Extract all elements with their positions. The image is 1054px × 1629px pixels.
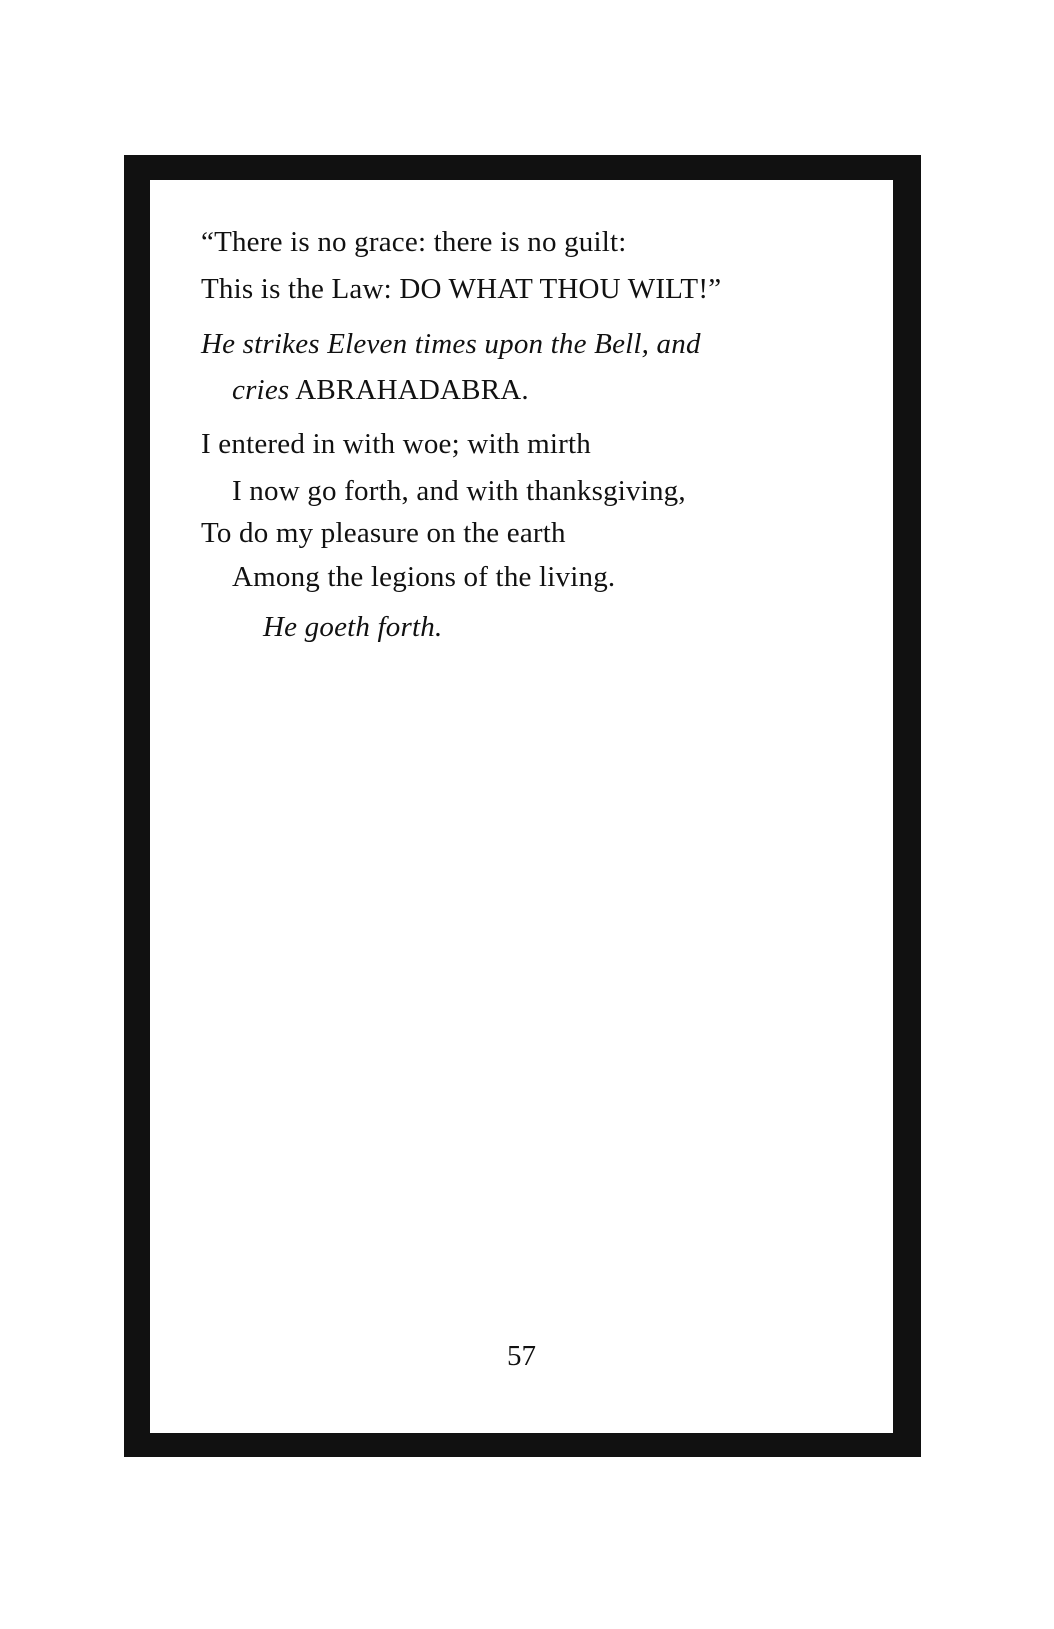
verse-line: To do my pleasure on the earth — [201, 517, 566, 549]
stage-direction-line: He strikes Eleven times upon the Bell, and — [201, 328, 701, 360]
verse-line: I now go forth, and with thanksgiving, — [232, 475, 686, 507]
page-border-frame — [124, 155, 921, 1457]
stage-direction-line — [232, 376, 529, 405]
stage-direction-roman: ABRAHADABRA. — [295, 374, 529, 406]
verse-line: This is the Law: DO WHAT THOU WILT!” — [201, 273, 722, 305]
stage-direction: He goeth forth. — [263, 611, 443, 643]
page-number: 57 — [507, 1340, 536, 1372]
stage-direction-italic: cries — [232, 374, 290, 406]
verse-line: “There is no grace: there is no guilt: — [201, 226, 627, 258]
verse-line: Among the legions of the living. — [232, 561, 616, 593]
verse-line: I entered in with woe; with mirth — [201, 428, 591, 460]
